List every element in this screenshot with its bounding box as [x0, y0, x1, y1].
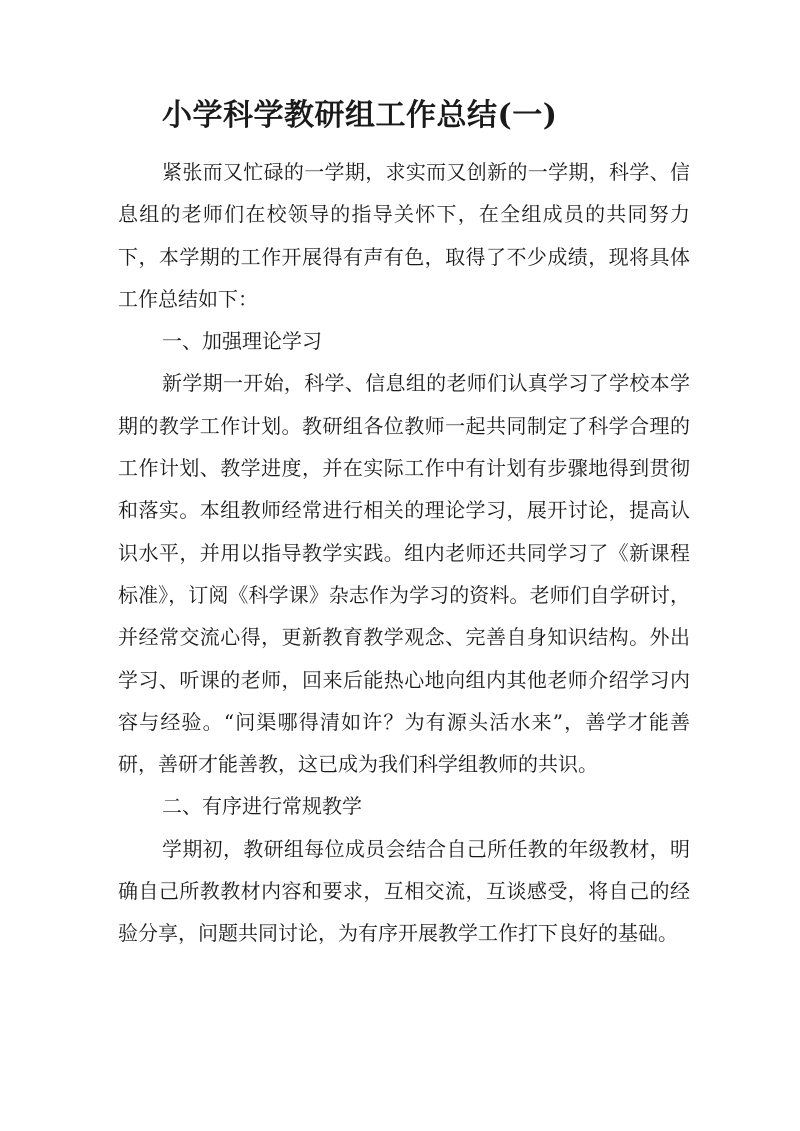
section-2-paragraph: 学期初，教研组每位成员会结合自己所任教的年级教材，明确自己所教教材内容和要求，互相交流，互谈感受，将自己的经验分享，问题共同讨论，为有序开展教学工作打下良好的基础。: [118, 836, 690, 946]
intro-paragraph: 紧张而又忙碌的一学期，求实而又创新的一学期，科学、信息组的老师们在校领导的指导关怀下，在全组成员的共同努力下，本学期的工作开展得有声有色，取得了不少成绩，现将具体工作总结如下：: [118, 160, 690, 311]
document-title: 小学科学教研组工作总结(一): [162, 98, 558, 133]
document-body: [118, 151, 690, 955]
section-1-paragraph: 新学期一开始，科学、信息组的老师们认真学习了学校本学期的教学工作计划。教研组各位教师一起共同制定了科学合理的工作计划、教学进度，并在实际工作中有计划有步骤地得到贯彻和落实。本组教师经常进行相关的理论学习，展开讨论，提高认识水平，并用以指导教学实践。组内老师还共同学习了《新课程标准》，订阅《科学课》杂志作为学习的资料。老师们自学研讨，并经常交流心得，更新教育教学观念、完善自身知识结构。外出学习、听课的老师，回来后能热心地向组内其他老师介绍学习内容与经验。“问渠哪得清如许？为有源头活水来”，善学才能善研，善研才能善教，这已成为我们科学组教师的共识。: [118, 371, 690, 777]
section-heading-2: 二、有序进行常规教学: [162, 794, 362, 819]
section-heading-1: 一、加强理论学习: [162, 329, 322, 354]
